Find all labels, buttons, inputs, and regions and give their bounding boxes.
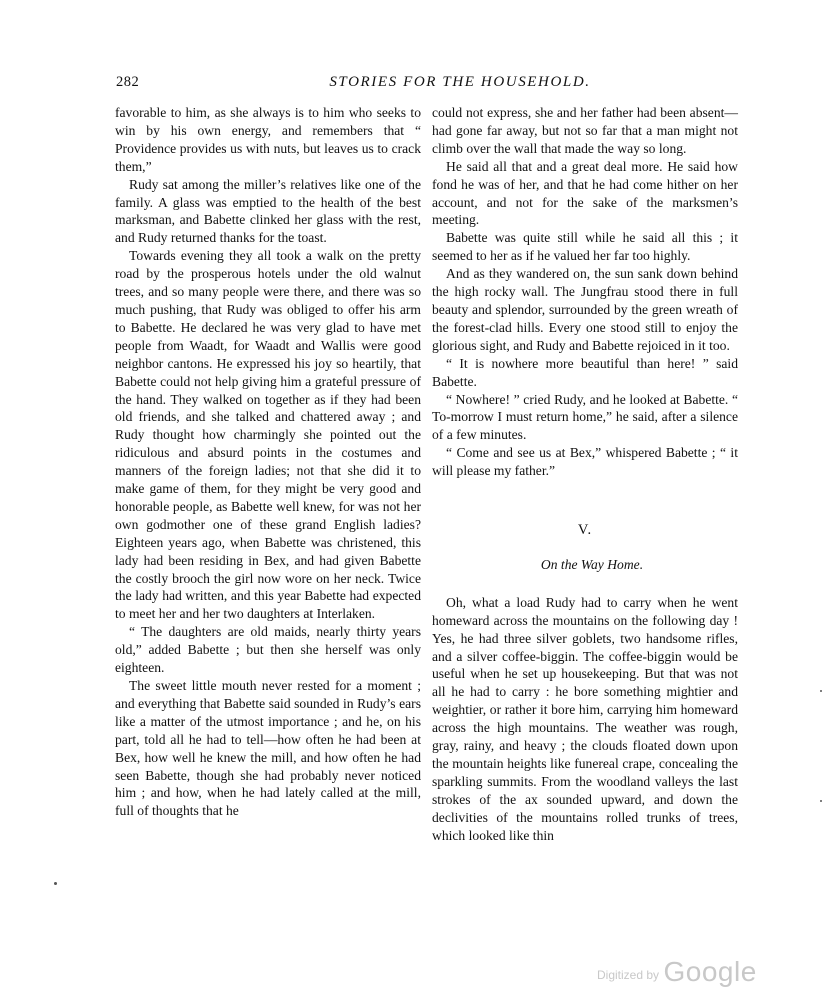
paragraph: “ It is nowhere more beautiful than here! ” said Babette. xyxy=(432,355,738,389)
scan-speck xyxy=(820,800,822,802)
paragraph: The sweet little mouth never rested for a moment ; and everything that Babette said sounded in Rudy’s ears like a matter of the utmost importance ; and he, on his part, told all he had to tell—how often he had been at Bex, how well he knew the mill, and how often he had seen Babette, though she had probably never noticed him ; and how, when he had lately called at the mill, full of thoughts that he xyxy=(115,678,421,819)
paragraph: Babette was quite still while he said all this ; it seemed to her as if he valued her far too highly. xyxy=(432,230,738,264)
paragraph: Towards evening they all took a walk on the pretty road by the prosperous hotels under the old walnut trees, and so many people were there, and there was so much pushing, that Rudy was obliged to offer his arm to Babette. He declared he was very glad to have met people from Waadt, for Waadt and Wallis were good neighbor cantons. He expressed his joy so heartily, that Babette could not help giving him a grateful pressure of the hand. They walked on together as if they had been old friends, and she talked and chattered away ; and Rudy thought how charmingly she pointed out the ridiculous and absurd points in the costumes and manners of the foreign ladies; not that she did it to make game of them, for they might be very good and honorable people, as Babette well knew, for was not her own godmother one of these grand English ladies? Eighteen years ago, when Babette was christened, this lady had been residing in Bex, and had given Babette the costly brooch the girl now wore on her neck. Twice the lady had written, and this year Babette had expected to meet her and her two daughters at Interlaken. xyxy=(115,248,421,622)
paragraph: favorable to him, as she always is to him who seeks to win by his own energy, and remembers that “ Providence provides us with nuts, but leaves us to crack them,” xyxy=(115,105,421,174)
paragraph: “ The daughters are old maids, nearly thirty years old,” added Babette ; but then she herself was only eighteen. xyxy=(115,624,421,676)
scan-speck xyxy=(54,882,57,885)
paragraph: Oh, what a load Rudy had to carry when he went homeward across the mountains on the following day ! Yes, he had three silver goblets, two handsome rifles, and a silver coffee-biggin. The coffee-biggin would be useful when he set up housekeeping. But that was not all he had to carry : he bore something mightier and weightier, or rather it bore him, carrying him homeward across the high mountains. The weather was rough, gray, rainy, and heavy ; the clouds floated down upon the mountain heights like funereal crape, concealing the sparkling summits. From the woodland valleys the last strokes of the ax sounded upward, and down the declivities of the mountains rolled trunks of trees, which looked like thin xyxy=(432,594,738,843)
scan-speck xyxy=(820,690,822,692)
running-head: STORIES FOR THE HOUSEHOLD. xyxy=(329,74,591,90)
chapter-number: V. xyxy=(577,522,593,539)
paragraph: “ Nowhere! ” cried Rudy, and he looked at Babette. “ To-morrow I must return home,” he said, after a silence of a few minutes. xyxy=(432,391,738,443)
paragraph: could not express, she and her father had been absent—had gone far away, but not so far that a man might not climb over the wall that made the way so long. xyxy=(432,105,738,156)
left-column xyxy=(115,104,421,820)
watermark-prefix: Digitized by xyxy=(597,968,660,982)
paragraph: Rudy sat among the miller’s relatives like one of the family. A glass was emptied to the health of the best marksman, and Babette clinked her glass with the rest, and Rudy returned thanks for the toast. xyxy=(115,176,421,246)
paragraph: “ Come and see us at Bex,” whispered Babette ; “ it will please my father.” xyxy=(432,445,738,479)
digitized-by-google-watermark xyxy=(597,956,757,988)
paragraph: And as they wandered on, the sun sank down behind the high rocky wall. The Jungfrau stood there in full beauty and splendor, surrounded by the green wreath of the forest-clad hills. Every one stood still to enjoy the glorious sight, and Rudy and Babette rejoiced in it too. xyxy=(432,266,738,353)
paragraph: He said all that and a great deal more. He said how fond he was of her, and that he had come hither on her account, and not for the sake of the marksmen’s meeting. xyxy=(432,158,738,228)
google-logo: Google xyxy=(663,956,757,987)
page-number: 282 xyxy=(116,74,140,90)
right-column xyxy=(432,104,738,845)
chapter-title: On the Way Home. xyxy=(540,556,644,572)
